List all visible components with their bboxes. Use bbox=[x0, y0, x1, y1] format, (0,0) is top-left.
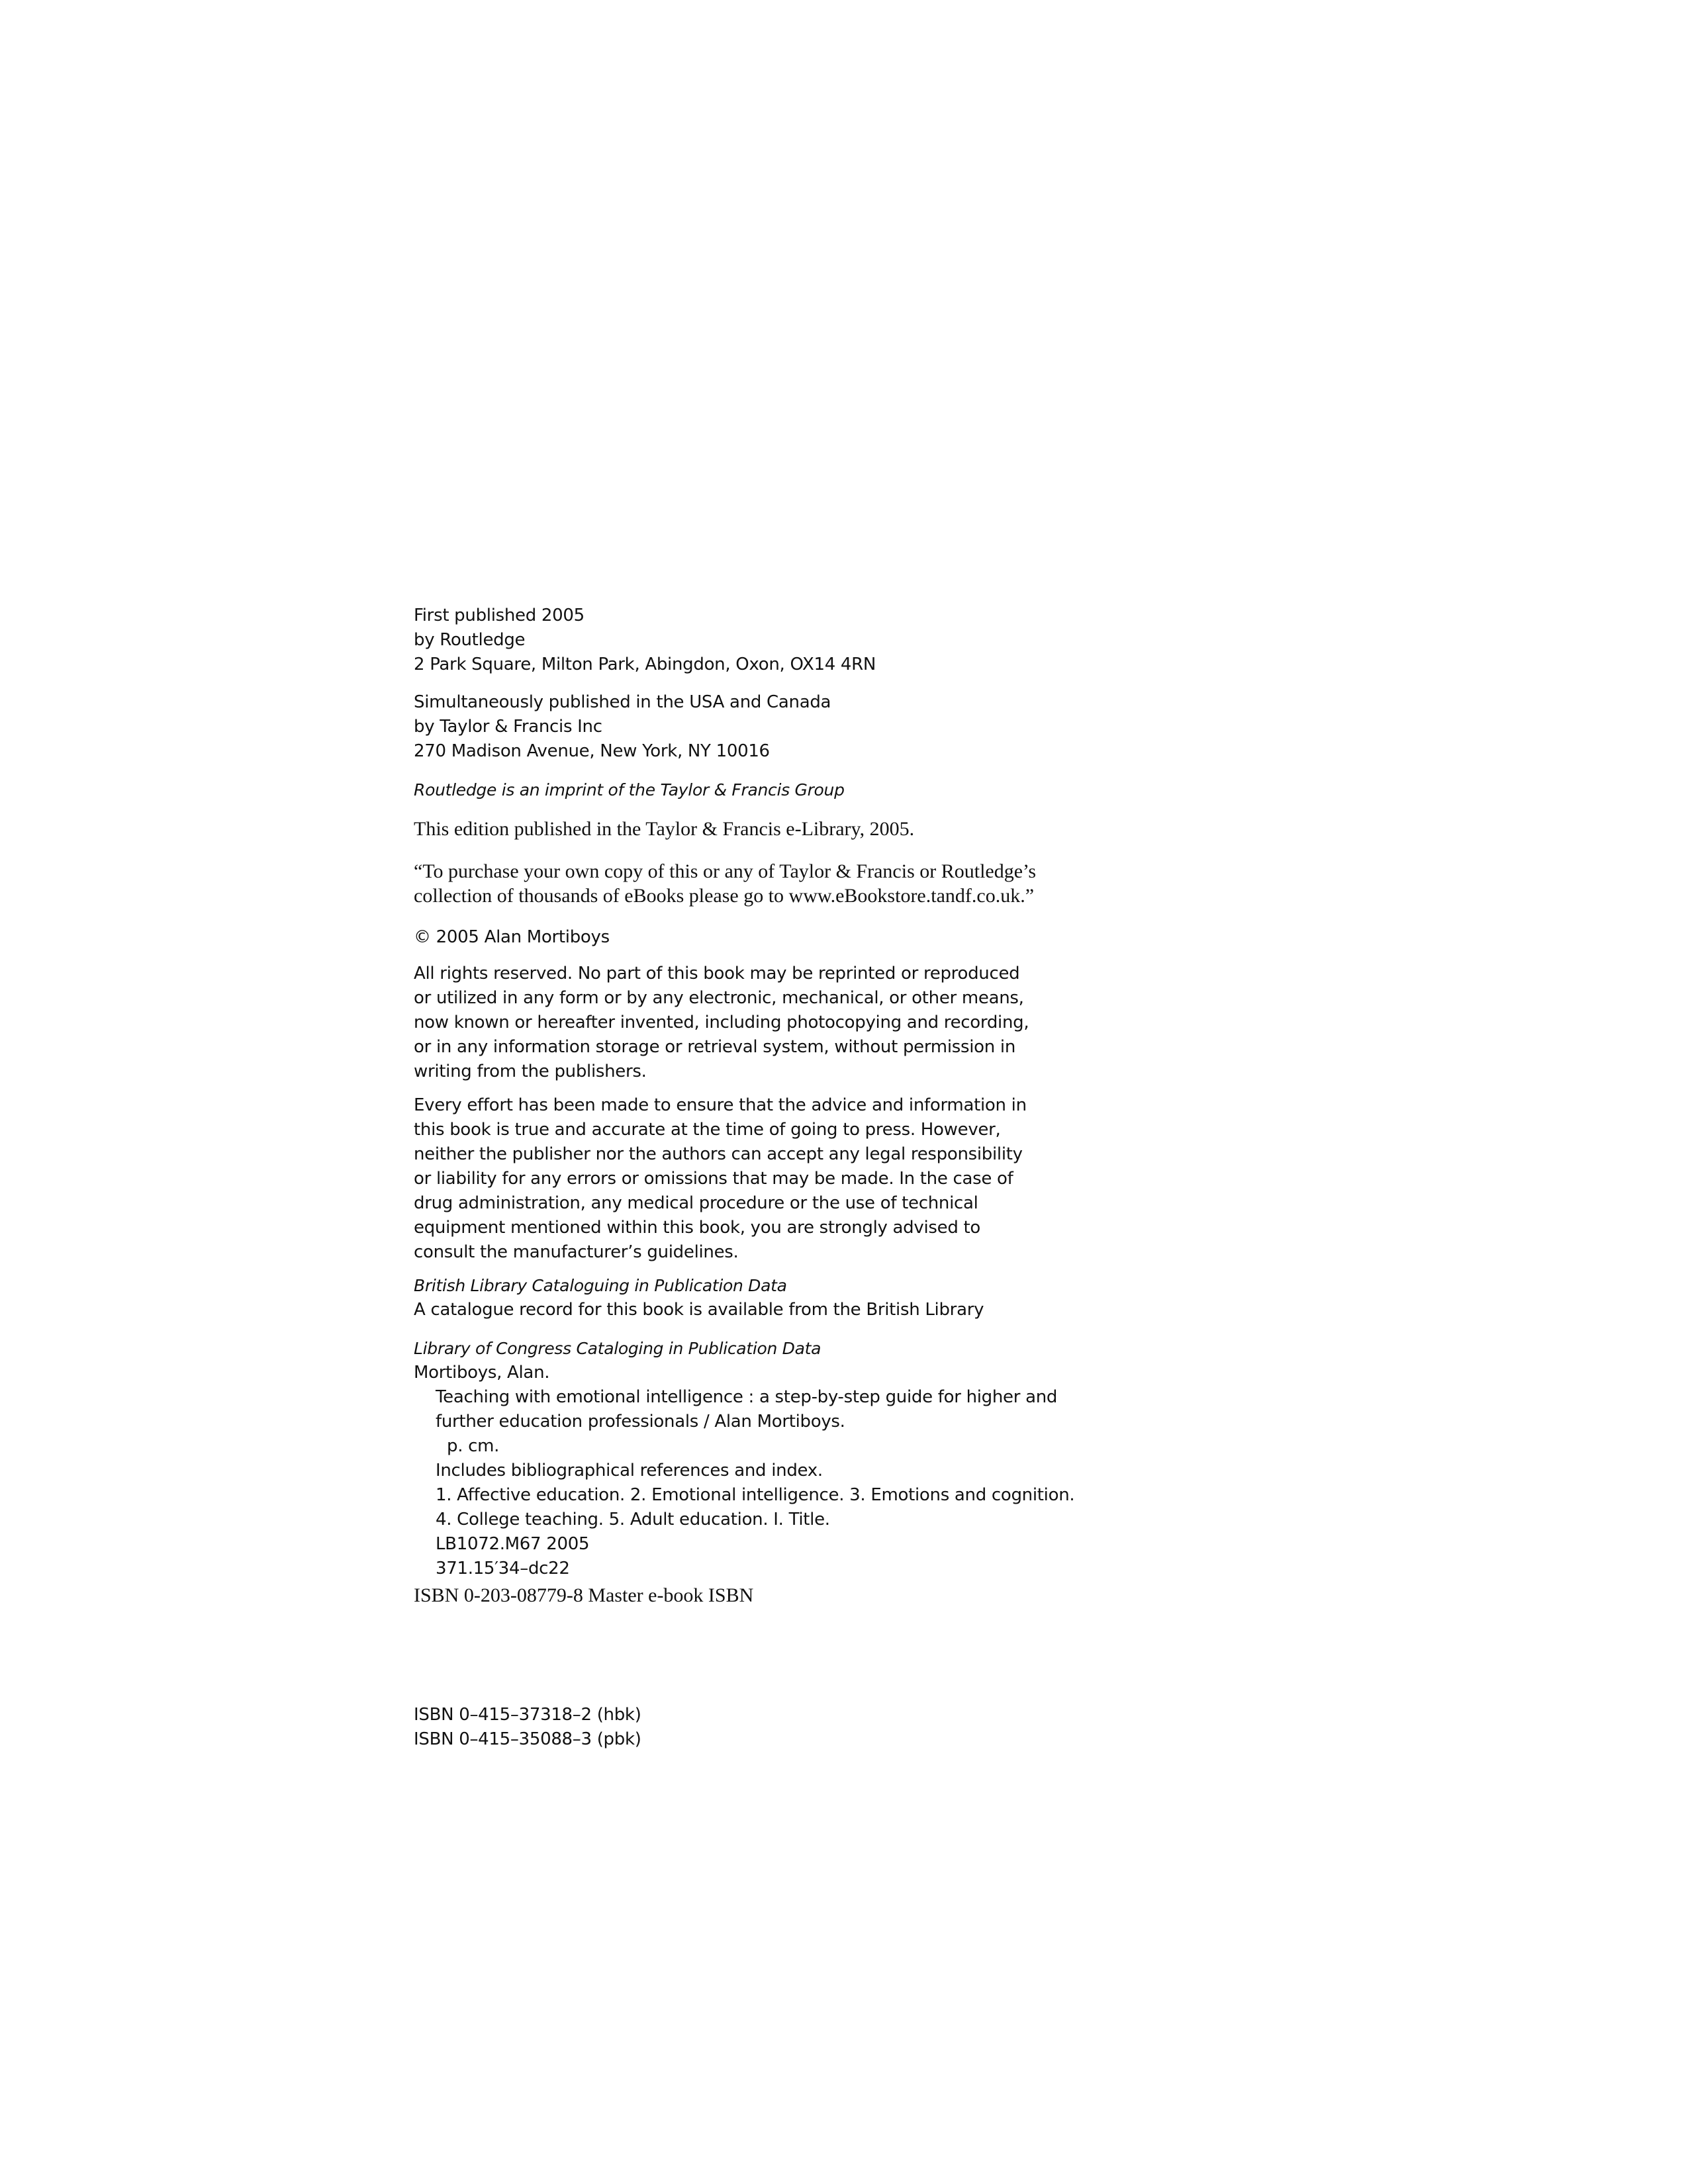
library-of-congress-data bbox=[414, 1336, 1175, 1581]
disclaimer-line: this book is true and accurate at the time of going to press. However, bbox=[414, 1120, 1001, 1140]
usa-publication-info bbox=[414, 690, 1175, 764]
usa-line-2: by Taylor & Francis Inc bbox=[414, 717, 602, 737]
imprint-note-text: Routledge is an imprint of the Taylor & Francis Group bbox=[414, 780, 845, 799]
loc-includes: Includes bibliographical references and index. bbox=[436, 1461, 823, 1480]
rights-line: or utilized in any form or by any electronic, mechanical, or other means, bbox=[414, 988, 1024, 1008]
disclaimer-line: Every effort has been made to ensure that the advice and information in bbox=[414, 1095, 1027, 1115]
rights-line: All rights reserved. No part of this book may be reprinted or reproduced bbox=[414, 964, 1020, 983]
british-library-heading: British Library Cataloguing in Publication Data bbox=[414, 1276, 787, 1295]
edition-note-text: This edition published in the Taylor & Francis e-Library, 2005. bbox=[414, 818, 915, 840]
isbn-master-text: ISBN 0-203-08779-8 Master e-book ISBN bbox=[414, 1584, 754, 1606]
edition-note bbox=[414, 817, 1175, 841]
loc-title-line-1: Teaching with emotional intelligence : a step-by-step guide for higher and bbox=[436, 1387, 1058, 1407]
loc-title-line-2: further education professionals / Alan Mortiboys. bbox=[436, 1412, 845, 1432]
usa-line-3: 270 Madison Avenue, New York, NY 10016 bbox=[414, 741, 770, 761]
usa-line-1: Simultaneously published in the USA and Canada bbox=[414, 692, 831, 712]
publisher-name: by Routledge bbox=[414, 630, 526, 650]
disclaimer-line: consult the manufacturer’s guidelines. bbox=[414, 1242, 739, 1262]
purchase-note-line-2: collection of thousands of eBooks please go to www.eBookstore.tandf.co.uk.” bbox=[414, 885, 1035, 907]
rights-line: now known or hereafter invented, including photocopying and recording, bbox=[414, 1013, 1029, 1032]
disclaimer-line: equipment mentioned within this book, you are strongly advised to bbox=[414, 1218, 981, 1238]
rights-statement bbox=[414, 962, 1175, 1084]
purchase-note-line-1: “To purchase your own copy of this or any of Taylor & Francis or Routledge’s bbox=[414, 860, 1037, 882]
disclaimer-line: or liability for any errors or omissions that may be made. In the case of bbox=[414, 1169, 1013, 1189]
loc-dewey: 371.15′34–dc22 bbox=[436, 1559, 570, 1578]
rights-line: or in any information storage or retrieval system, without permission in bbox=[414, 1037, 1016, 1057]
rights-line: writing from the publishers. bbox=[414, 1062, 647, 1081]
copyright-text: © 2005 Alan Mortiboys bbox=[414, 927, 610, 947]
isbn-master bbox=[414, 1583, 1175, 1608]
publication-info bbox=[414, 604, 1175, 677]
loc-pcm: p. cm. bbox=[447, 1436, 500, 1456]
disclaimer bbox=[414, 1093, 1175, 1265]
imprint-note bbox=[414, 778, 1175, 802]
first-published: First published 2005 bbox=[414, 606, 585, 625]
loc-author: Mortiboys, Alan. bbox=[414, 1363, 550, 1383]
isbn-pbk: ISBN 0–415–35088–3 (pbk) bbox=[414, 1729, 641, 1749]
loc-call-number: LB1072.M67 2005 bbox=[436, 1534, 590, 1554]
publisher-address: 2 Park Square, Milton Park, Abingdon, Oxon, OX14 4RN bbox=[414, 655, 876, 674]
copyright-notice bbox=[414, 925, 1175, 950]
isbn-print bbox=[414, 1703, 1175, 1752]
loc-subjects-line-1: 1. Affective education. 2. Emotional intelligence. 3. Emotions and cognition. bbox=[436, 1485, 1075, 1505]
british-library-text: A catalogue record for this book is available from the British Library bbox=[414, 1300, 984, 1320]
purchase-note bbox=[414, 859, 1175, 908]
disclaimer-line: neither the publisher nor the authors can accept any legal responsibility bbox=[414, 1144, 1023, 1164]
isbn-hbk: ISBN 0–415–37318–2 (hbk) bbox=[414, 1705, 641, 1725]
loc-heading: Library of Congress Cataloging in Publication Data bbox=[414, 1339, 821, 1358]
loc-subjects-line-2: 4. College teaching. 5. Adult education. I. Title. bbox=[436, 1510, 830, 1529]
disclaimer-line: drug administration, any medical procedure or the use of technical bbox=[414, 1193, 978, 1213]
british-library-data bbox=[414, 1273, 1175, 1322]
